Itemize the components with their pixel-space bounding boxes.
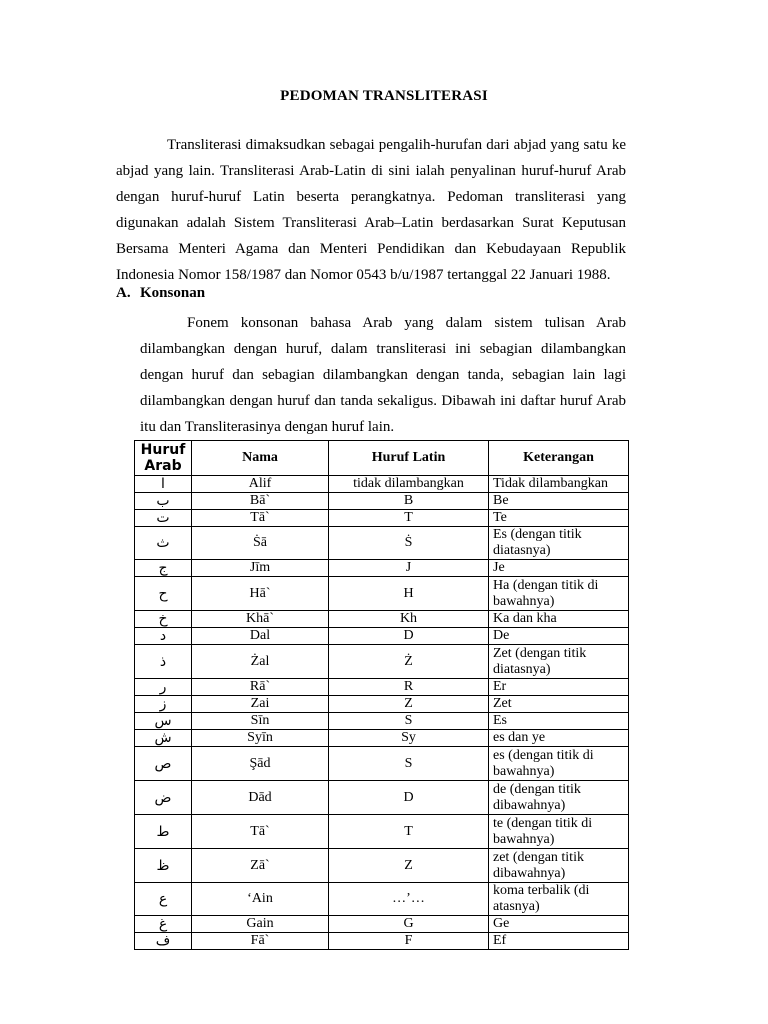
section-paragraph: Fonem konsonan bahasa Arab yang dalam sistem tulisan Arab dilambangkan dengan huruf, dalam transliterasi ini sebagian dilambangkan dengan huruf dan sebagian dilambangkan dengan tanda, sebagian lain lagi dilambangkan dengan huruf dan tanda sekaligus. Dibawah ini daftar huruf Arab itu dan Transliterasinya dengan huruf lain. bbox=[140, 315, 626, 435]
cell-huruf-arab: ع bbox=[135, 883, 192, 916]
transliteration-table bbox=[134, 440, 629, 950]
cell-huruf-arab: ط bbox=[135, 815, 192, 849]
cell-keterangan: es (dengan titik di bawahnya) bbox=[489, 747, 629, 781]
cell-huruf-arab: ظ bbox=[135, 849, 192, 883]
table-row bbox=[135, 815, 629, 849]
table-row bbox=[135, 883, 629, 916]
cell-nama: Alif bbox=[192, 476, 329, 493]
table-header-row bbox=[135, 441, 629, 476]
cell-nama: Żal bbox=[192, 645, 329, 679]
cell-huruf-latin: T bbox=[329, 510, 489, 527]
section-number: A. bbox=[116, 285, 131, 301]
cell-huruf-arab: ش bbox=[135, 730, 192, 747]
cell-keterangan: koma terbalik (di atasnya) bbox=[489, 883, 629, 916]
cell-huruf-latin: S bbox=[329, 713, 489, 730]
cell-huruf-latin: D bbox=[329, 628, 489, 645]
cell-keterangan: de (dengan titik dibawahnya) bbox=[489, 781, 629, 815]
cell-huruf-latin: F bbox=[329, 933, 489, 950]
cell-huruf-latin: B bbox=[329, 493, 489, 510]
header-huruf-arab: Huruf Arab bbox=[135, 441, 192, 476]
cell-huruf-arab: ص bbox=[135, 747, 192, 781]
table-row bbox=[135, 527, 629, 560]
table-row bbox=[135, 577, 629, 611]
table-row bbox=[135, 933, 629, 950]
cell-huruf-latin: Kh bbox=[329, 611, 489, 628]
cell-nama: Gain bbox=[192, 916, 329, 933]
table-row bbox=[135, 645, 629, 679]
cell-huruf-latin: G bbox=[329, 916, 489, 933]
header-keterangan: Keterangan bbox=[489, 441, 629, 476]
cell-nama: Hā` bbox=[192, 577, 329, 611]
cell-keterangan: Es (dengan titik diatasnya) bbox=[489, 527, 629, 560]
cell-keterangan: Er bbox=[489, 679, 629, 696]
cell-nama: Tā` bbox=[192, 510, 329, 527]
cell-huruf-latin: R bbox=[329, 679, 489, 696]
cell-huruf-arab: ر bbox=[135, 679, 192, 696]
cell-nama: Zā` bbox=[192, 849, 329, 883]
table-row bbox=[135, 611, 629, 628]
cell-huruf-latin: S bbox=[329, 747, 489, 781]
cell-keterangan: es dan ye bbox=[489, 730, 629, 747]
cell-keterangan: Ef bbox=[489, 933, 629, 950]
cell-huruf-latin: Z bbox=[329, 849, 489, 883]
intro-paragraph: Transliterasi dimaksudkan sebagai pengalih-hurufan dari abjad yang satu ke abjad yang lain. Transliterasi Arab-Latin di sini ialah penyalinan huruf-huruf Arab dengan huruf-huruf Latin beserta perangkatnya. Pedoman transliterasi yang digunakan adalah Sistem Transliterasi Arab–Latin berdasarkan Surat Keputusan Bersama Menteri Agama dan Menteri Pendidikan dan Kebudayaan Republik Indonesia Nomor 158/1987 dan Nomor 0543 b/u/1987 tertanggal 22 Januari 1988. bbox=[116, 137, 626, 283]
cell-keterangan: Zet (dengan titik diatasnya) bbox=[489, 645, 629, 679]
cell-huruf-arab: ذ bbox=[135, 645, 192, 679]
table-row bbox=[135, 560, 629, 577]
header-huruf-latin: Huruf Latin bbox=[329, 441, 489, 476]
cell-huruf-arab: ت bbox=[135, 510, 192, 527]
cell-huruf-arab: د bbox=[135, 628, 192, 645]
cell-nama: Jīm bbox=[192, 560, 329, 577]
cell-huruf-arab: غ bbox=[135, 916, 192, 933]
header-nama: Nama bbox=[192, 441, 329, 476]
table-row bbox=[135, 476, 629, 493]
cell-nama: Tā` bbox=[192, 815, 329, 849]
cell-huruf-latin: …’… bbox=[329, 883, 489, 916]
table-row bbox=[135, 730, 629, 747]
table-row bbox=[135, 849, 629, 883]
cell-huruf-latin: T bbox=[329, 815, 489, 849]
table-row bbox=[135, 510, 629, 527]
cell-nama: Dal bbox=[192, 628, 329, 645]
cell-nama: ‘Ain bbox=[192, 883, 329, 916]
cell-nama: Rā` bbox=[192, 679, 329, 696]
cell-huruf-latin: D bbox=[329, 781, 489, 815]
cell-huruf-latin: tidak dilambangkan bbox=[329, 476, 489, 493]
cell-huruf-latin: Ż bbox=[329, 645, 489, 679]
cell-nama: Bā` bbox=[192, 493, 329, 510]
cell-keterangan: Tidak dilambangkan bbox=[489, 476, 629, 493]
cell-keterangan: Ha (dengan titik di bawahnya) bbox=[489, 577, 629, 611]
cell-huruf-arab: ب bbox=[135, 493, 192, 510]
cell-huruf-arab: ج bbox=[135, 560, 192, 577]
cell-huruf-arab: خ bbox=[135, 611, 192, 628]
cell-keterangan: Ka dan kha bbox=[489, 611, 629, 628]
cell-keterangan: De bbox=[489, 628, 629, 645]
cell-huruf-arab: ح bbox=[135, 577, 192, 611]
cell-keterangan: zet (dengan titik dibawahnya) bbox=[489, 849, 629, 883]
cell-huruf-latin: Z bbox=[329, 696, 489, 713]
page-title: PEDOMAN TRANSLITERASI bbox=[280, 88, 488, 104]
cell-huruf-arab: ا bbox=[135, 476, 192, 493]
cell-keterangan: Je bbox=[489, 560, 629, 577]
cell-nama: Zai bbox=[192, 696, 329, 713]
table-body bbox=[135, 476, 629, 950]
cell-huruf-arab: ف bbox=[135, 933, 192, 950]
table-row bbox=[135, 781, 629, 815]
table-row bbox=[135, 493, 629, 510]
table-row bbox=[135, 696, 629, 713]
cell-huruf-latin: J bbox=[329, 560, 489, 577]
cell-nama: Ṡā bbox=[192, 527, 329, 560]
cell-huruf-arab: س bbox=[135, 713, 192, 730]
cell-nama: Khā` bbox=[192, 611, 329, 628]
cell-keterangan: te (dengan titik di bawahnya) bbox=[489, 815, 629, 849]
cell-keterangan: Ge bbox=[489, 916, 629, 933]
table-row bbox=[135, 747, 629, 781]
cell-huruf-arab: ث bbox=[135, 527, 192, 560]
cell-keterangan: Te bbox=[489, 510, 629, 527]
table-row bbox=[135, 713, 629, 730]
table-row bbox=[135, 679, 629, 696]
cell-huruf-arab: ز bbox=[135, 696, 192, 713]
cell-keterangan: Be bbox=[489, 493, 629, 510]
section-title: Konsonan bbox=[140, 285, 206, 301]
section-heading bbox=[116, 285, 205, 302]
cell-huruf-latin: Sy bbox=[329, 730, 489, 747]
table-row bbox=[135, 916, 629, 933]
cell-nama: Fā` bbox=[192, 933, 329, 950]
cell-huruf-latin: Ṡ bbox=[329, 527, 489, 560]
cell-keterangan: Es bbox=[489, 713, 629, 730]
table-row bbox=[135, 628, 629, 645]
cell-huruf-arab: ض bbox=[135, 781, 192, 815]
cell-nama: Syīn bbox=[192, 730, 329, 747]
cell-nama: Dād bbox=[192, 781, 329, 815]
cell-huruf-latin: H bbox=[329, 577, 489, 611]
cell-keterangan: Zet bbox=[489, 696, 629, 713]
cell-nama: Sīn bbox=[192, 713, 329, 730]
cell-nama: Şād bbox=[192, 747, 329, 781]
